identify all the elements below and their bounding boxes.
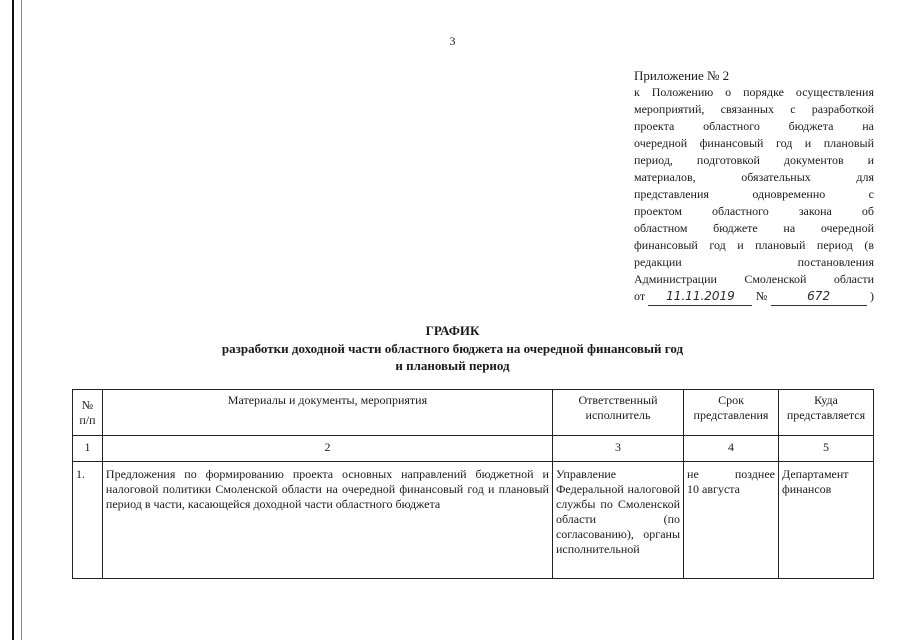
- appendix-line: период, подготовкой документов и: [634, 153, 874, 167]
- column-number: 1: [73, 436, 103, 462]
- appendix-line: материалов, обязательных для: [634, 170, 874, 184]
- scan-edge-shadow: [21, 0, 22, 640]
- scan-edge: [12, 0, 14, 640]
- column-number: 3: [552, 436, 683, 462]
- handwritten-number: 672: [771, 288, 867, 306]
- term-date: 10 августа: [687, 482, 740, 496]
- column-number: 5: [778, 436, 873, 462]
- schedule-table: [72, 389, 874, 579]
- row-materials: Предложения по формированию проекта основных направлений бюджетной и налоговой политики Смоленской области на очередной финансовый год и плановый период в части, касающейся доходной части областного бюджета: [102, 462, 552, 579]
- document-title: ГРАФИК: [425, 323, 480, 338]
- appendix-line: областном бюджете на очередной: [634, 221, 874, 235]
- row-term: [684, 462, 779, 579]
- document-subtitle-cont: и плановый период: [395, 358, 510, 373]
- row-executor: Управление Федеральной налоговой службы по Смоленской области (по согласованию), органы исполнительной: [552, 462, 683, 579]
- signature-line: [634, 288, 874, 306]
- page-number: 3: [449, 34, 456, 48]
- header-term: Срок представления: [684, 390, 779, 436]
- sign-prefix: от: [634, 289, 646, 303]
- term-first-line: [687, 467, 775, 482]
- term-word: не: [687, 467, 699, 481]
- appendix-line: очередной финансовый год и плановый: [634, 136, 874, 150]
- column-number: 4: [684, 436, 779, 462]
- header-materials: Материалы и документы, мероприятия: [102, 390, 552, 436]
- appendix-block: [634, 67, 874, 306]
- sign-number-label: №: [755, 289, 768, 303]
- table-row: [73, 462, 874, 579]
- appendix-line: представления одновременно с: [634, 187, 874, 201]
- header-num: № п/п: [73, 390, 103, 436]
- appendix-title: Приложение № 2: [634, 68, 730, 83]
- header-executor: Ответственный исполнитель: [552, 390, 683, 436]
- appendix-line: проектом областного закона об: [634, 204, 874, 218]
- appendix-line: проекта областного бюджета на: [634, 119, 874, 133]
- row-destination: Департамент финансов: [778, 462, 873, 579]
- appendix-line: мероприятий, связанных с разработкой: [634, 102, 874, 116]
- header-destination: Куда представляется: [778, 390, 873, 436]
- appendix-line: финансовый год и плановый период (в: [634, 238, 874, 252]
- appendix-line: редакции постановления: [634, 255, 874, 269]
- column-number: 2: [102, 436, 552, 462]
- sign-suffix: ): [869, 289, 874, 303]
- appendix-body: [634, 84, 874, 288]
- term-word: позднее: [734, 467, 775, 481]
- document-subtitle: разработки доходной части областного бюджета на очередной финансовый год: [221, 341, 684, 356]
- handwritten-date: 11.11.2019: [648, 288, 752, 306]
- appendix-line: к Положению о порядке осуществления: [634, 85, 874, 99]
- row-num: 1.: [73, 462, 103, 579]
- table-header-row: [73, 390, 874, 436]
- column-number-row: [73, 436, 874, 462]
- appendix-line: Администрации Смоленской области: [634, 272, 874, 286]
